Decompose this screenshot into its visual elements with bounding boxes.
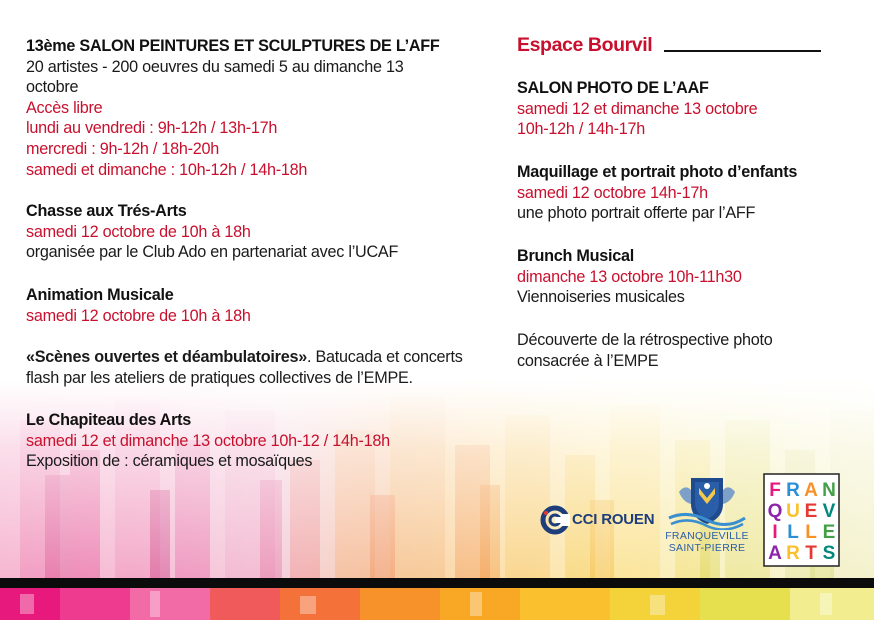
- brunch-description: Viennoiseries musicales: [517, 288, 685, 307]
- franqueville-arts-letter: L: [787, 522, 799, 543]
- chapiteau-block: [26, 410, 390, 472]
- retrospective-line2: consacrée à l’EMPE: [517, 351, 659, 370]
- chapiteau-date: samedi 12 et dimanche 13 octobre 10h-12 / 14h-18h: [26, 431, 390, 450]
- salon-description-line1: 20 artistes - 200 oeuvres du samedi 5 au dimanche 13: [26, 57, 404, 76]
- franqueville-arts-letter: A: [804, 480, 818, 501]
- franqueville-arts-letter: F: [769, 480, 781, 501]
- scenes-description-tail: . Batucada et concerts: [306, 348, 463, 366]
- franqueville-arts-letter: N: [822, 480, 836, 501]
- animation-title: Animation Musicale: [26, 286, 174, 304]
- animation-date: samedi 12 octobre de 10h à 18h: [26, 306, 251, 325]
- brunch-date: dimanche 13 octobre 10h-11h30: [517, 267, 742, 286]
- salon-description-line2: octobre: [26, 78, 79, 97]
- brunch-title: Brunch Musical: [517, 247, 635, 265]
- salon-photo-block: [517, 78, 757, 140]
- salon-hours-wednesday: mercredi : 9h-12h / 18h-20h: [26, 139, 220, 158]
- maquillage-title: Maquillage et portrait photo d’enfants: [517, 163, 798, 181]
- maquillage-description: une photo portrait offerte par l’AFF: [517, 204, 756, 223]
- brunch-block: [517, 246, 742, 308]
- salon-photo-hours: 10h-12h / 14h-17h: [517, 120, 646, 139]
- scenes-line1: [26, 347, 463, 368]
- franqueville-arts-letter: E: [804, 501, 818, 522]
- chasse-description: organisée par le Club Ado en partenariat avec l’UCAF: [26, 243, 399, 262]
- franqueville-crest-icon: [665, 474, 749, 530]
- color-strip-footer: [0, 588, 874, 620]
- heading-rule: [664, 50, 821, 52]
- espace-bourvil-heading: Espace Bourvil: [517, 34, 653, 56]
- salon-photo-title: SALON PHOTO DE L’AAF: [517, 79, 709, 97]
- cci-emblem-icon: [540, 505, 570, 535]
- franqueville-arts-letter: I: [772, 522, 778, 543]
- franqueville-label-line1: FRANQUEVILLE: [665, 530, 749, 542]
- franqueville-arts-letter: R: [786, 480, 800, 501]
- retrospective-block: [517, 330, 773, 371]
- franqueville-arts-letter: A: [768, 543, 782, 564]
- franqueville-arts-letter: U: [786, 501, 800, 522]
- scenes-block: [26, 347, 463, 388]
- franqueville-arts-letter: Q: [767, 501, 783, 522]
- animation-block: [26, 285, 251, 326]
- franqueville-arts-letter: S: [822, 543, 836, 564]
- franqueville-label-line2: SAINT-PIERRE: [668, 542, 746, 554]
- black-divider-band: [0, 578, 874, 588]
- salon-access: Accès libre: [26, 98, 103, 117]
- franqueville-saint-pierre-logo: [665, 474, 749, 564]
- salon-hours-weekdays: lundi au vendredi : 9h-12h / 13h-17h: [26, 119, 278, 138]
- cci-rouen-label: CCI ROUEN: [572, 511, 655, 528]
- franqueville-arts-letter: R: [786, 543, 800, 564]
- cci-rouen-logo: [540, 505, 660, 535]
- franqueville-arts-logo: [763, 473, 840, 567]
- chasse-title: Chasse aux Trés-Arts: [26, 202, 187, 220]
- franqueville-arts-letter: E: [822, 522, 836, 543]
- chasse-block: [26, 201, 398, 263]
- salon-hours-weekend: samedi et dimanche : 10h-12h / 14h-18h: [26, 160, 308, 179]
- salon-peintures-block: [26, 36, 440, 180]
- franqueville-arts-letter: L: [805, 522, 817, 543]
- salon-title: 13ème SALON PEINTURES ET SCULPTURES DE L’AFF: [26, 37, 440, 55]
- retrospective-line1: Découverte de la rétrospective photo: [517, 331, 773, 349]
- maquillage-block: [517, 162, 797, 224]
- scenes-description-line2: flash par les ateliers de pratiques collectives de l’EMPE.: [26, 368, 413, 387]
- chapiteau-description: Exposition de : céramiques et mosaïques: [26, 452, 313, 471]
- salon-photo-date: samedi 12 et dimanche 13 octobre: [517, 99, 758, 118]
- franqueville-arts-letter: V: [822, 501, 836, 522]
- maquillage-date: samedi 12 octobre 14h-17h: [517, 183, 708, 202]
- scenes-title: «Scènes ouvertes et déambulatoires»: [26, 348, 307, 366]
- chasse-date: samedi 12 octobre de 10h à 18h: [26, 222, 251, 241]
- franqueville-arts-letter: T: [805, 543, 817, 564]
- chapiteau-title: Le Chapiteau des Arts: [26, 411, 192, 429]
